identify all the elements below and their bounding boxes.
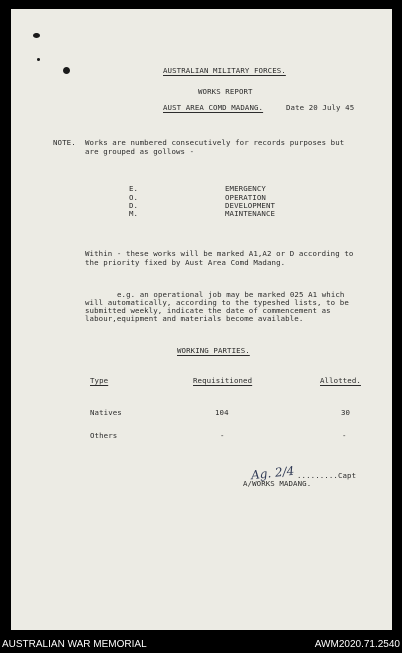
- table-cell: -: [220, 431, 225, 440]
- document-date: Date 20 July 45: [286, 103, 355, 112]
- category-label: DEVELOPMENT: [225, 201, 276, 210]
- handwritten-signature: Ag. 2/4: [250, 463, 295, 483]
- category-code: E.: [129, 184, 139, 193]
- note-line: Works are numbered consecutively for records purposes but: [85, 138, 345, 147]
- document-subheading: WORKS REPORT: [198, 87, 253, 96]
- table-header: Type: [90, 376, 109, 385]
- table-cell: 104: [215, 408, 229, 417]
- punch-mark: [33, 33, 40, 38]
- paragraph-line: will automatically, according to the typeshed lists, to be: [85, 298, 349, 307]
- category-code: M.: [129, 209, 139, 218]
- signature-title: A/WORKS MADANG.: [243, 479, 312, 488]
- footer-reference: AWM2020.71.2540: [314, 639, 400, 650]
- category-code: O.: [129, 193, 139, 202]
- paragraph-line: submitted weekly, indicate the date of commencement as: [85, 306, 331, 315]
- paragraph-line: e.g. an operational job may be marked 025 A1 which: [117, 290, 345, 299]
- paragraph-line: labour,equipment and materials become available.: [85, 314, 304, 323]
- table-header: Allotted.: [320, 376, 361, 385]
- document-heading: AUSTRALIAN MILITARY FORCES.: [163, 66, 286, 75]
- note-line: are grouped as gollows -: [85, 147, 195, 156]
- unit-name: AUST AREA COMD MADANG.: [163, 103, 264, 112]
- table-cell: Others: [90, 431, 118, 440]
- section-title: WORKING PARTIES.: [177, 346, 250, 355]
- category-label: MAINTENANCE: [225, 209, 276, 218]
- note-label: NOTE.: [53, 138, 76, 147]
- footer-credit: AUSTRALIAN WAR MEMORIAL: [2, 639, 147, 650]
- signature-line: .........Capt: [297, 471, 357, 480]
- punch-mark: [63, 67, 70, 74]
- table-header: Requisitioned: [193, 376, 253, 385]
- paragraph-line: Within - these works will be marked A1,A2 or D according to: [85, 249, 354, 258]
- table-cell: Natives: [90, 408, 122, 417]
- punch-mark: [37, 58, 40, 61]
- category-label: EMERGENCY: [225, 184, 266, 193]
- category-code: D.: [129, 201, 139, 210]
- paragraph-line: the priority fixed by Aust Area Comd Madang.: [85, 258, 286, 267]
- table-cell: 30: [341, 408, 351, 417]
- category-label: OPERATION: [225, 193, 266, 202]
- table-cell: -: [342, 431, 347, 440]
